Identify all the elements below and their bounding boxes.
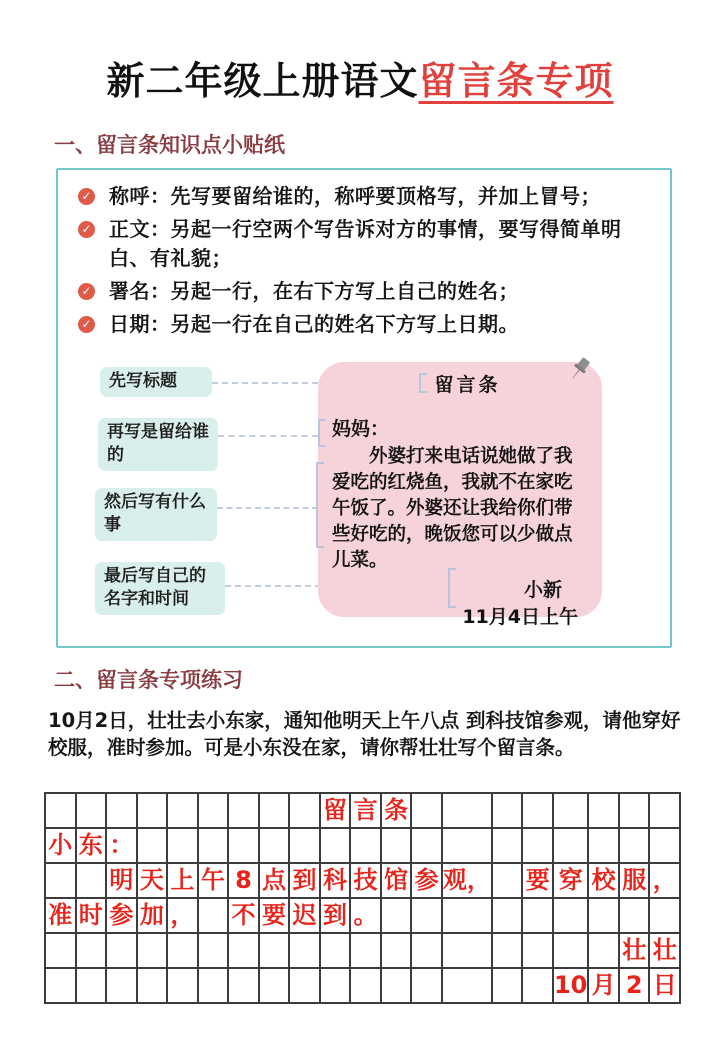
grid-cell (381, 828, 412, 863)
grid-cell: 言 (350, 793, 381, 828)
grid-cell: ， (649, 863, 680, 898)
diagram-label-signature-time: 最后写自己的名字和时间 (95, 562, 225, 615)
grid-cell (492, 793, 523, 828)
grid-cell: 壮 (619, 933, 650, 968)
grid-cell: 8 (228, 863, 259, 898)
section-one-heading: 一、留言条知识点小贴纸 (54, 133, 285, 157)
grid-cell (167, 828, 198, 863)
grid-cell (381, 968, 412, 1003)
note-title-row (332, 370, 588, 398)
grid-cell (137, 968, 168, 1003)
grid-cell (522, 933, 553, 968)
grid-cell: 穿 (553, 863, 588, 898)
grid-cell: 到 (289, 863, 320, 898)
grid-cell (45, 933, 76, 968)
grid-cell: 明 (106, 863, 137, 898)
connector-line (217, 507, 318, 509)
grid-cell (522, 898, 553, 933)
grid-cell (442, 828, 492, 863)
grid-cell: 时 (76, 898, 107, 933)
grid-cell (350, 828, 381, 863)
note-title: 留言条 (434, 374, 501, 396)
grid-cell (553, 828, 588, 863)
grid-cell (289, 828, 320, 863)
grid-cell: 要 (259, 898, 290, 933)
grid-cell: ： (106, 828, 137, 863)
grid-cell (619, 828, 650, 863)
bracket-mark-icon (316, 462, 324, 548)
note-signature: 小新 (523, 579, 562, 602)
note-body: 外婆打来电话说她做了我爱吃的红烧鱼，我就不在家吃午饭了。外婆还让我给你们带些好吃的，晚饭您可以少做点儿菜。 (332, 446, 573, 572)
grid-cell (167, 793, 198, 828)
note-salutation: 妈妈： (332, 418, 390, 440)
grid-cell (289, 793, 320, 828)
grid-cell: 服 (619, 863, 650, 898)
note-date: 11月4日上午 (462, 606, 578, 629)
page-title (44, 50, 676, 105)
grid-cell (522, 968, 553, 1003)
grid-cell (522, 793, 553, 828)
grid-cell (228, 933, 259, 968)
grid-cell (492, 898, 523, 933)
grid-cell (320, 828, 351, 863)
grid-cell: 准 (45, 898, 76, 933)
grid-cell: 馆 (381, 863, 412, 898)
grid-cell (289, 968, 320, 1003)
grid-cell (411, 793, 442, 828)
grid-cell (198, 793, 229, 828)
grid-cell (228, 793, 259, 828)
grid-cell: 科 (320, 863, 351, 898)
grid-cell: 条 (381, 793, 412, 828)
grid-cell (619, 793, 650, 828)
grid-cell (588, 828, 619, 863)
bracket-mark-icon (448, 568, 456, 608)
grid-cell (198, 828, 229, 863)
example-note-card (318, 362, 602, 629)
grid-cell (442, 933, 492, 968)
bracket-mark-icon (318, 419, 326, 447)
grid-cell (289, 933, 320, 968)
knowledge-box (56, 168, 672, 648)
grid-cell: 点 (259, 863, 290, 898)
grid-cell: 小 (45, 828, 76, 863)
diagram-label-body: 然后写有什么事 (95, 488, 217, 541)
diagram-label-recipient: 再写是留给谁的 (98, 418, 218, 471)
bracket-mark-icon (419, 373, 427, 393)
grid-cell (411, 898, 442, 933)
grid-cell (381, 933, 412, 968)
grid-cell (228, 828, 259, 863)
practice-grid (44, 792, 681, 1004)
grid-cell (350, 933, 381, 968)
grid-cell: 加 (137, 898, 168, 933)
grid-cell (137, 828, 168, 863)
grid-cell (492, 863, 523, 898)
grid-cell (259, 793, 290, 828)
check-circle-icon: ✓ (78, 188, 95, 205)
grid-cell (167, 968, 198, 1003)
page-title-main: 新二年级上册语文 (106, 59, 419, 103)
note-structure-diagram (70, 361, 658, 651)
grid-cell: ， (167, 898, 198, 933)
list-item (70, 182, 658, 211)
grid-cell: 要 (522, 863, 553, 898)
list-item-text: 称呼：先写要留给谁的，称呼要顶格写，并加上冒号； (109, 184, 601, 208)
grid-cell (411, 828, 442, 863)
grid-cell (649, 898, 680, 933)
grid-cell (588, 933, 619, 968)
grid-cell: 上 (167, 863, 198, 898)
list-item (70, 215, 658, 273)
grid-cell (492, 933, 523, 968)
grid-cell (320, 933, 351, 968)
grid-cell (442, 968, 492, 1003)
grid-cell (649, 828, 680, 863)
grid-cell (320, 968, 351, 1003)
grid-cell: 10 (553, 968, 588, 1003)
grid-cell: 校 (588, 863, 619, 898)
exercise-prompt: 10月2日，壮壮去小东家，通知他明天上午八点 到科技馆参观，请他穿好校服，准时参加。可是小东没在家，请你帮壮壮写个留言条。 (48, 709, 681, 759)
grid-cell (442, 898, 492, 933)
grid-cell (553, 898, 588, 933)
grid-cell (619, 898, 650, 933)
grid-cell (167, 933, 198, 968)
grid-cell: 参 (411, 863, 442, 898)
grid-cell (76, 968, 107, 1003)
grid-cell: 月 (588, 968, 619, 1003)
grid-cell: 2 (619, 968, 650, 1003)
grid-cell (350, 968, 381, 1003)
grid-cell (198, 933, 229, 968)
grid-cell (45, 863, 76, 898)
grid-cell (137, 793, 168, 828)
check-circle-icon: ✓ (78, 221, 95, 238)
grid-cell (492, 968, 523, 1003)
grid-cell: 观， (442, 863, 492, 898)
grid-cell (45, 793, 76, 828)
grid-cell (76, 933, 107, 968)
list-item (70, 310, 658, 339)
section-two-heading: 二、留言条专项练习 (54, 668, 243, 692)
grid-cell (106, 933, 137, 968)
grid-cell (259, 828, 290, 863)
connector-line (218, 435, 318, 437)
grid-cell (259, 968, 290, 1003)
grid-cell (106, 793, 137, 828)
grid-cell: 壮 (649, 933, 680, 968)
grid-cell: 午 (198, 863, 229, 898)
list-item (70, 277, 658, 306)
grid-cell (588, 898, 619, 933)
knowledge-bullet-list (70, 182, 658, 339)
grid-cell (553, 933, 588, 968)
grid-cell: 留 (320, 793, 351, 828)
grid-cell (442, 793, 492, 828)
grid-cell (492, 828, 523, 863)
grid-cell (76, 863, 107, 898)
grid-cell (106, 968, 137, 1003)
grid-cell (522, 828, 553, 863)
grid-cell: 到 (320, 898, 351, 933)
grid-cell (137, 933, 168, 968)
grid-cell: 参 (106, 898, 137, 933)
grid-cell (553, 793, 588, 828)
grid-cell (198, 968, 229, 1003)
grid-cell (411, 968, 442, 1003)
grid-cell: 天 (137, 863, 168, 898)
list-item-text: 正文：另起一行空两个写告诉对方的事情，要写得简单明白、有礼貌； (109, 217, 622, 270)
grid-cell (588, 793, 619, 828)
grid-cell: 东 (76, 828, 107, 863)
check-circle-icon: ✓ (78, 316, 95, 333)
grid-cell: 。 (350, 898, 381, 933)
grid-cell: 不 (228, 898, 259, 933)
grid-cell (228, 968, 259, 1003)
check-circle-icon: ✓ (78, 283, 95, 300)
grid-cell (76, 793, 107, 828)
grid-cell (381, 898, 412, 933)
grid-cell: 迟 (289, 898, 320, 933)
grid-cell: 技 (350, 863, 381, 898)
grid-cell (411, 933, 442, 968)
page-title-highlight: 留言条专项 (418, 59, 614, 103)
grid-cell: 日 (649, 968, 680, 1003)
grid-cell (198, 898, 229, 933)
list-item-text: 署名：另起一行，在右下方写上自己的姓名； (109, 279, 519, 303)
grid-cell (649, 793, 680, 828)
grid-cell (259, 933, 290, 968)
list-item-text: 日期：另起一行在自己的姓名下方写上日期。 (109, 312, 519, 336)
grid-cell (45, 968, 76, 1003)
diagram-label-title: 先写标题 (100, 367, 212, 397)
